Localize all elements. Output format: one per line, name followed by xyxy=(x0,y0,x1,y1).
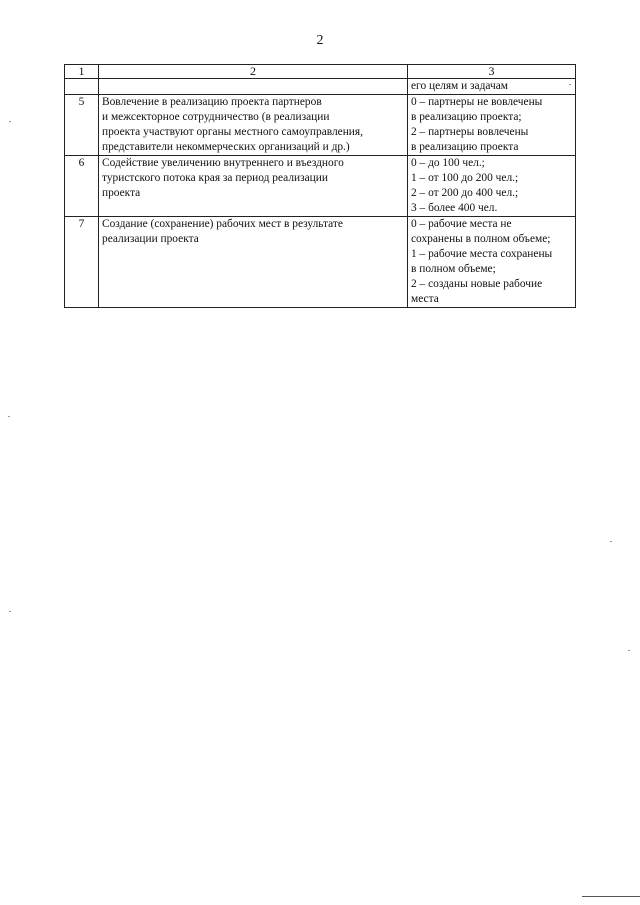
scan-speck xyxy=(8,416,10,417)
row-number-cell: 7 xyxy=(65,217,99,308)
criterion-line: и межсекторное сотрудничество (в реализации xyxy=(102,111,330,123)
scale-line: 2 – партнеры вовлечены xyxy=(411,126,529,138)
scale-line: в реализацию проекта; xyxy=(411,111,522,123)
scale-line: в реализацию проекта xyxy=(411,141,519,153)
scale-line: 2 – созданы новые рабочие xyxy=(411,278,543,290)
scale-line: 1 – рабочие места сохранены xyxy=(411,248,553,260)
scan-speck xyxy=(9,121,11,122)
header-cell-1: 1 xyxy=(65,65,99,79)
scale-cell xyxy=(408,217,576,308)
criterion-cell xyxy=(99,217,408,308)
scale-line: сохранены в полном объеме; xyxy=(411,233,551,245)
criterion-cell xyxy=(99,156,408,217)
table-row xyxy=(65,156,576,217)
criterion-cell xyxy=(99,95,408,156)
table-row xyxy=(65,217,576,308)
criterion-line: проекта xyxy=(102,187,141,199)
criteria-table xyxy=(64,64,576,308)
scale-line: его целям и задачам xyxy=(411,80,509,92)
page-number: 2 xyxy=(316,33,324,48)
criterion-line: реализации проекта xyxy=(102,233,199,245)
criterion-line: Содействие увеличению внутреннего и въездного xyxy=(102,157,344,169)
scale-line: в полном объеме; xyxy=(411,263,496,275)
criterion-line: представители некоммерческих организаций и др.) xyxy=(102,141,350,153)
row-number-cell: 5 xyxy=(65,95,99,156)
scale-line: места xyxy=(411,293,439,305)
scale-line: 2 – от 200 до 400 чел.; xyxy=(411,187,519,199)
header-cell-3: 3 xyxy=(408,65,576,79)
footer-rule xyxy=(582,896,640,897)
row-number-cell xyxy=(65,79,99,95)
scale-cell xyxy=(408,156,576,217)
scale-line: 0 – партнеры не вовлечены xyxy=(411,96,543,108)
scale-cell xyxy=(408,79,576,95)
table-row-continuation xyxy=(65,79,576,95)
scan-speck xyxy=(569,84,571,85)
scale-line: 1 – от 100 до 200 чел.; xyxy=(411,172,519,184)
header-cell-2: 2 xyxy=(99,65,408,79)
scale-line: 0 – до 100 чел.; xyxy=(411,157,485,169)
criterion-line: Создание (сохранение) рабочих мест в результате xyxy=(102,218,343,230)
scan-speck xyxy=(610,541,612,542)
criterion-line: Вовлечение в реализацию проекта партнеров xyxy=(102,96,322,108)
table-row xyxy=(65,95,576,156)
scale-line: 0 – рабочие места не xyxy=(411,218,512,230)
scale-line: 3 – более 400 чел. xyxy=(411,202,498,214)
criterion-line: туристского потока края за период реализации xyxy=(102,172,328,184)
criterion-line: проекта участвуют органы местного самоуправления, xyxy=(102,126,363,138)
scan-speck xyxy=(628,650,630,651)
row-number-cell: 6 xyxy=(65,156,99,217)
scan-speck xyxy=(9,611,11,612)
table-header-row xyxy=(65,65,576,79)
criterion-cell xyxy=(99,79,408,95)
scale-cell xyxy=(408,95,576,156)
